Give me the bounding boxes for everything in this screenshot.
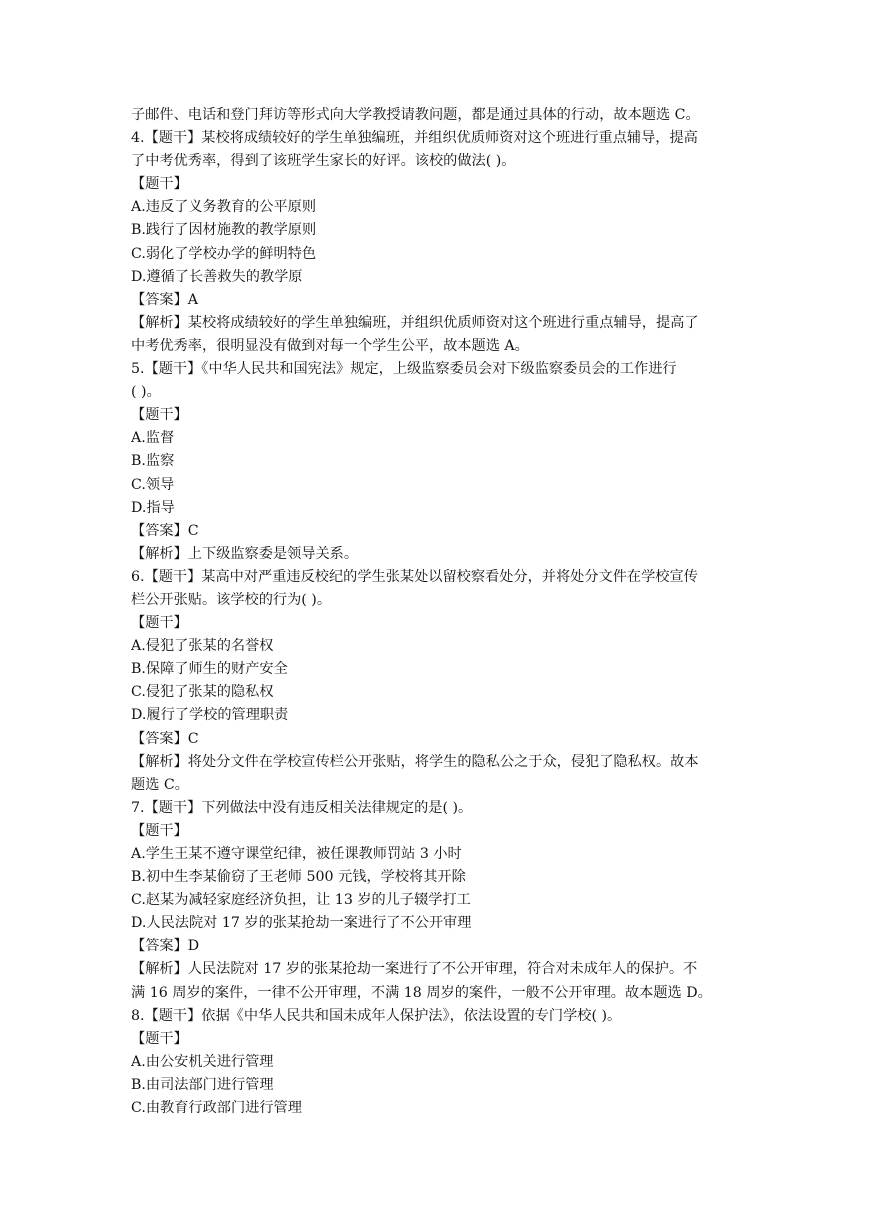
text-line: 8.【题干】依据《中华人民共和国未成年人保护法》，依法设置的专门学校( )。	[131, 1007, 622, 1024]
text-line: B.践行了因材施教的教学原则	[131, 222, 317, 239]
text-line: B.监察	[131, 453, 175, 470]
text-line: A.监督	[131, 430, 175, 447]
document-body	[131, 104, 746, 1120]
text-line: C.赵某为减轻家庭经济负担，让 13 岁的儿子辍学打工	[131, 892, 471, 909]
text-line: 【解析】上下级监察委是领导关系。	[131, 545, 359, 562]
text-line: 6.【题干】某高中对严重违反校纪的学生张某处以留校察看处分，并将处分文件在学校宣传	[131, 568, 698, 585]
text-line: 【答案】C	[131, 730, 199, 747]
text-line: 【答案】D	[131, 938, 200, 955]
text-line: 7.【题干】下列做法中没有违反相关法律规定的是( )。	[131, 799, 473, 816]
text-line: 【题干】	[131, 407, 188, 424]
text-line: A.违反了义务教育的公平原则	[131, 199, 317, 216]
text-line: C.领导	[131, 476, 175, 493]
text-line: 【解析】将处分文件在学校宣传栏公开张贴，将学生的隐私公之于众，侵犯了隐私权。故本	[131, 753, 699, 770]
text-line: 【题干】	[131, 822, 188, 839]
text-line: 【题干】	[131, 1030, 188, 1047]
text-line: 【答案】A	[131, 291, 198, 308]
text-line: A.由公安机关进行管理	[131, 1053, 274, 1070]
text-line: C.由教育行政部门进行管理	[131, 1100, 302, 1117]
text-line: C.侵犯了张某的隐私权	[131, 684, 274, 701]
text-line: 【答案】C	[131, 522, 199, 539]
text-line: 【题干】	[131, 615, 188, 632]
text-line: A.侵犯了张某的名誉权	[131, 638, 274, 655]
text-line: 4.【题干】某校将成绩较好的学生单独编班，并组织优质师资对这个班进行重点辅导，提高	[131, 130, 698, 147]
text-line: B.保障了师生的财产安全	[131, 661, 288, 678]
text-line: A.学生王某不遵守课堂纪律，被任课教师罚站 3 小时	[131, 846, 462, 862]
text-line: 子邮件、电话和登门拜访等形式向大学教授请教问题，都是通过具体的行动，故本题选 C。	[131, 107, 700, 123]
text-line: B.由司法部门进行管理	[131, 1076, 274, 1093]
text-line: 满 16 周岁的案件，一律不公开审理，不满 18 周岁的案件，一般不公开审理。故本题选 D。	[131, 984, 712, 1001]
text-line: D.遵循了长善救失的教学原	[131, 268, 303, 285]
text-line: D.指导	[131, 499, 175, 516]
text-line: D.人民法院对 17 岁的张某抢劫一案进行了不公开审理	[131, 915, 472, 932]
text-line: 栏公开张贴。该学校的行为( )。	[131, 591, 332, 608]
text-line: ( )。	[131, 384, 161, 401]
text-line: 【解析】人民法院对 17 岁的张某抢劫一案进行了不公开审理，符合对未成年人的保护。不	[131, 961, 698, 978]
text-line: C.弱化了学校办学的鲜明特色	[131, 245, 317, 262]
text-line: 【题干】	[131, 176, 188, 193]
text-line: B.初中生李某偷窃了王老师 500 元钱，学校将其开除	[131, 869, 466, 886]
text-line: 5.【题干】《中华人民共和国宪法》规定，上级监察委员会对下级监察委员会的工作进行	[131, 361, 677, 378]
text-line: 题选 C。	[131, 776, 189, 793]
text-line: D.履行了学校的管理职责	[131, 707, 289, 724]
text-line: 【解析】某校将成绩较好的学生单独编班，并组织优质师资对这个班进行重点辅导，提高了	[131, 314, 699, 331]
text-line: 中考优秀率，很明显没有做到对每一个学生公平，故本题选 A。	[131, 337, 529, 354]
text-line: 了中考优秀率，得到了该班学生家长的好评。该校的做法( )。	[131, 153, 516, 170]
